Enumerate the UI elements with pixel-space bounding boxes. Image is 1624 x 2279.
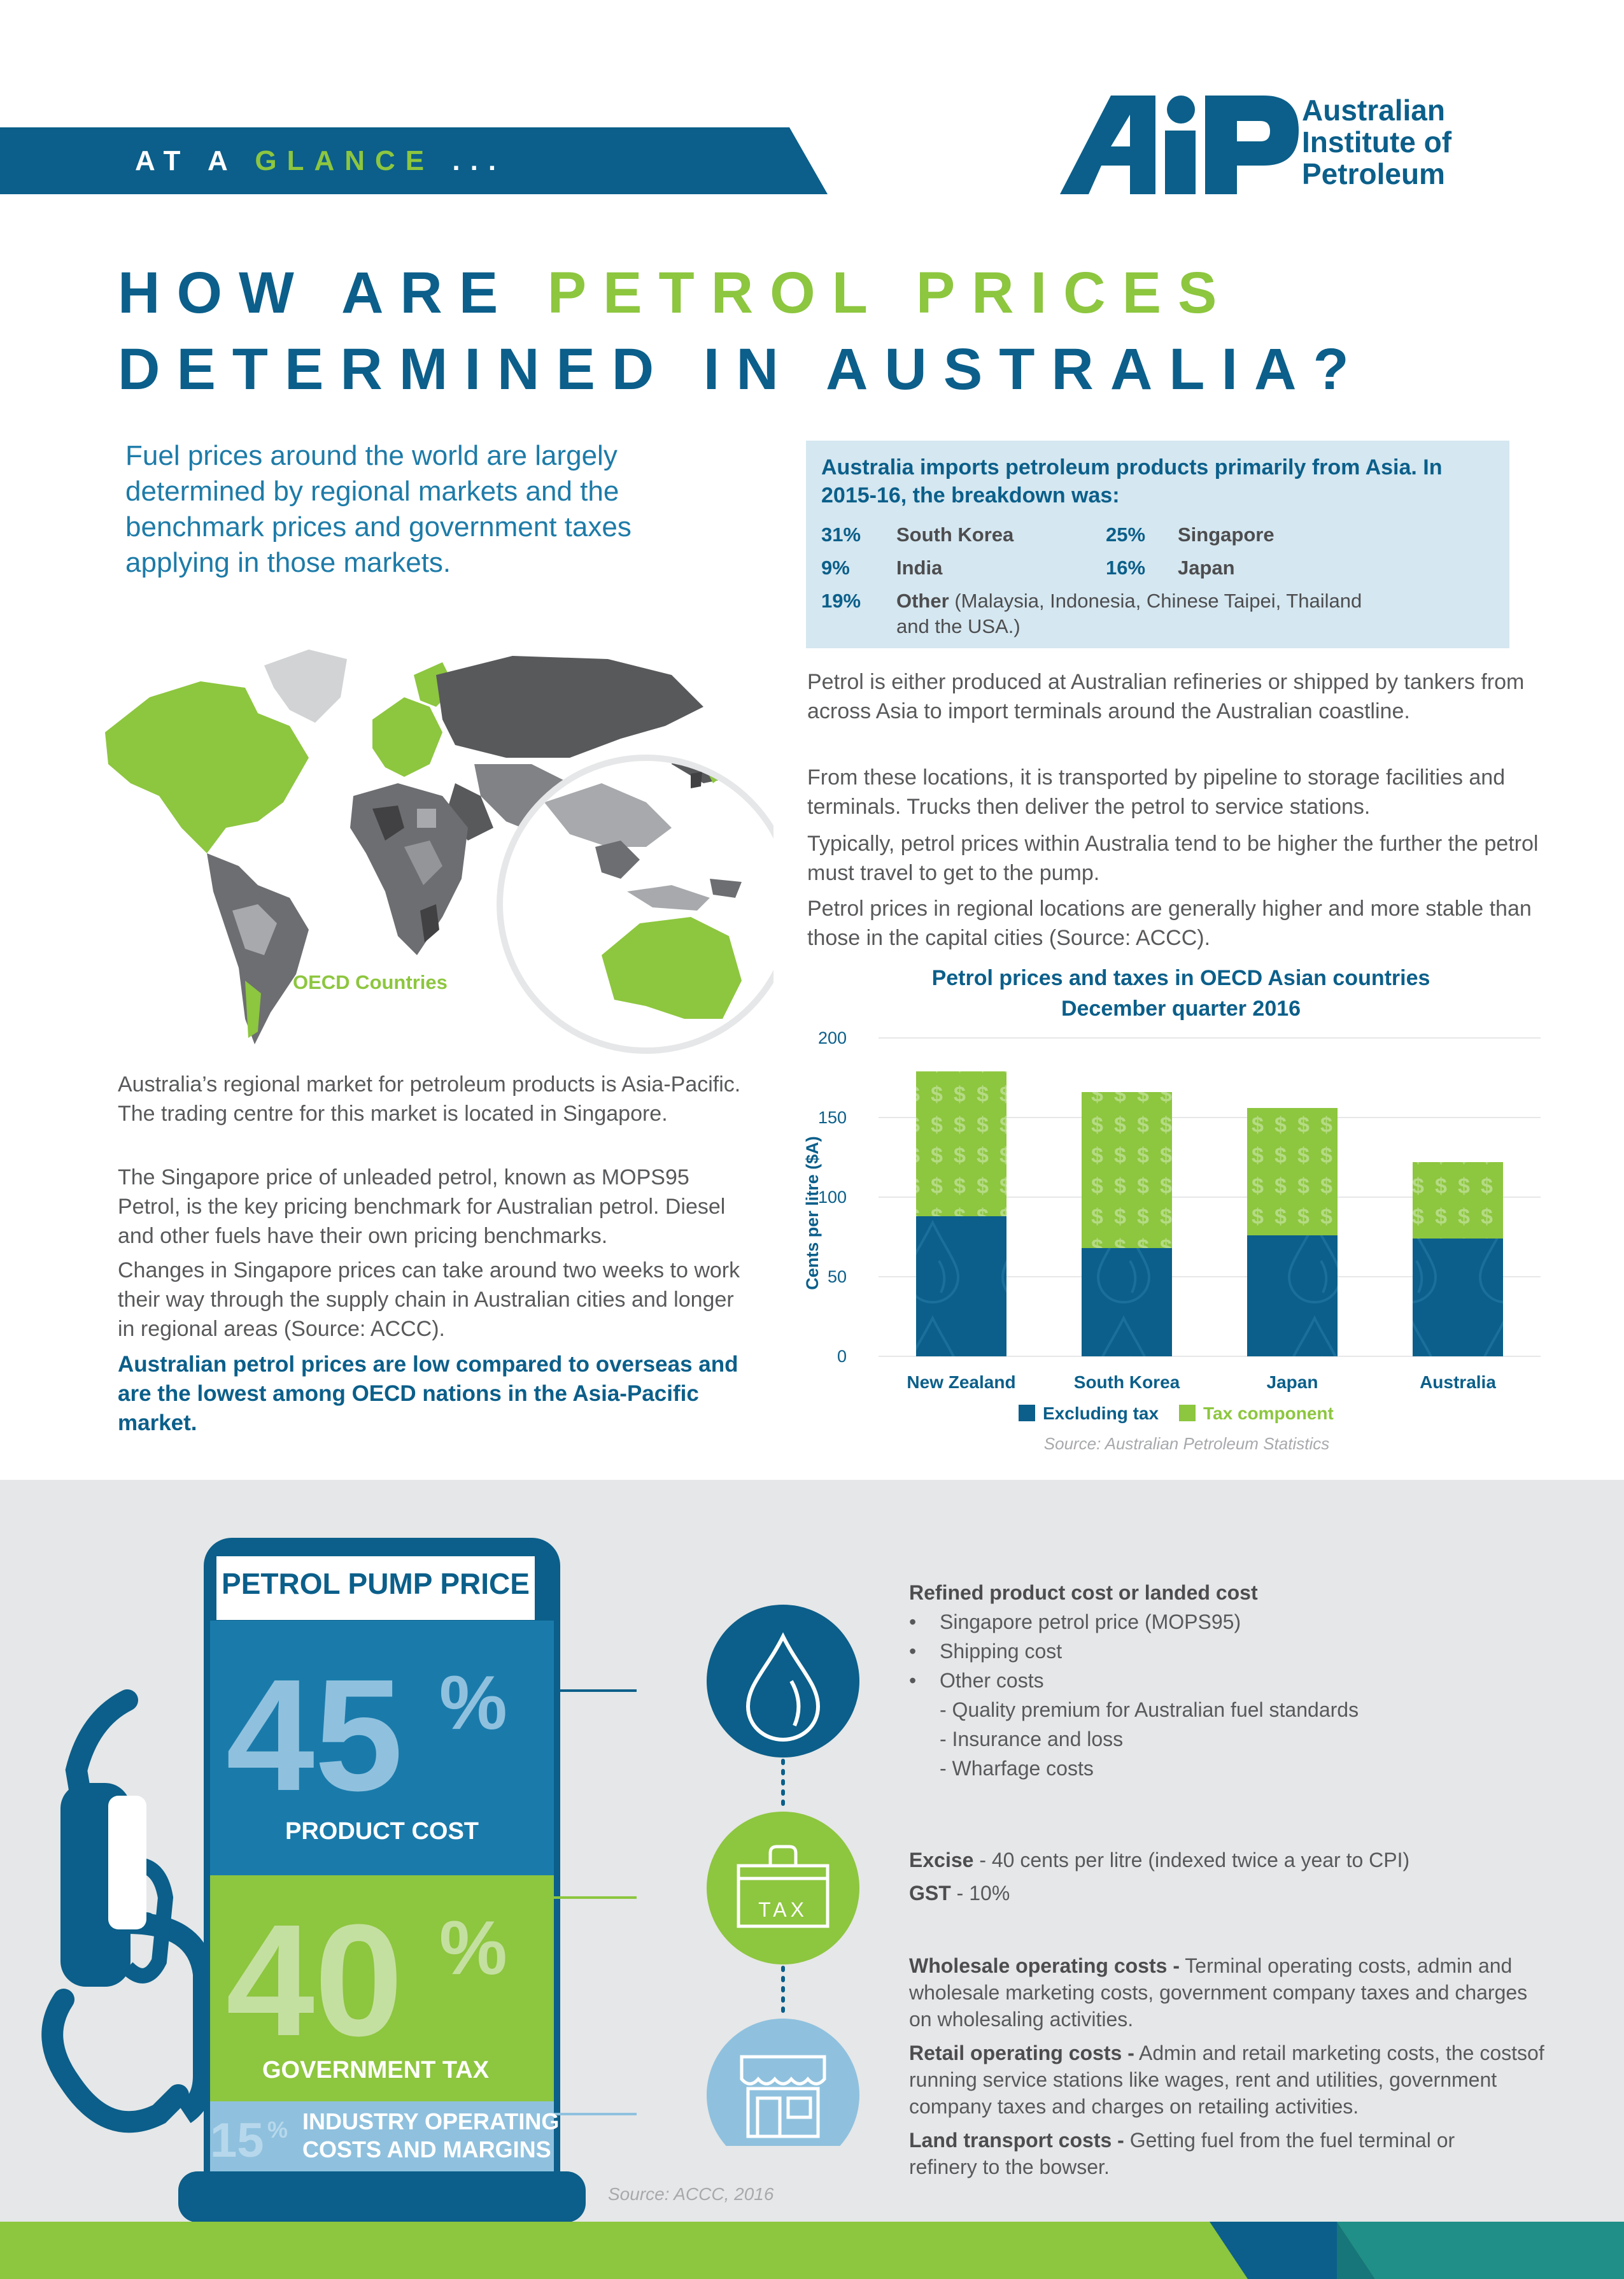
import-detail: (Malaysia, Indonesia, Chinese Taipei, Thailand: [954, 590, 1362, 612]
import-pct: 9%: [821, 557, 850, 579]
pct-sign: %: [439, 1905, 507, 1991]
tax-icon-text: TAX: [758, 1898, 808, 1921]
highlight-statement: Australian petrol prices are low compared to overseas and are the lowest among OECD nations in the Asia-Pacific market.: [118, 1352, 738, 1435]
label-operating-costs-line1: INDUSTRY OPERATING: [302, 2108, 560, 2134]
gst-text: - 10%: [956, 1882, 1010, 1905]
import-country: Singapore: [1178, 523, 1274, 546]
logo-line-1: Australian: [1302, 94, 1445, 127]
wholesale-text: Terminal operating costs, admin and wholesale marketing costs, government company taxes and charges on wholesaling activities.: [909, 1954, 1528, 2031]
pct-operating-costs: 15: [210, 2113, 264, 2168]
import-country: India: [896, 557, 943, 579]
chart-subtitle: December quarter 2016: [1061, 997, 1301, 1021]
pct-sign: %: [267, 2117, 288, 2143]
service-station-icon: [707, 2019, 859, 2146]
title-part-1: HOW ARE: [118, 260, 515, 325]
bar-pattern: [916, 1216, 1006, 1356]
bar-pattern: [1082, 1092, 1172, 1248]
y-tick-label: 200: [817, 1028, 847, 1047]
list-item-text: Shipping cost: [940, 1640, 1063, 1663]
pump-title: PETROL PUMP PRICE: [222, 1567, 530, 1600]
label-government-tax: GOVERNMENT TAX: [262, 2057, 490, 2084]
pct-sign: %: [439, 1660, 507, 1745]
label-operating-costs: [302, 2108, 559, 2164]
logo-line-2: Institute of: [1302, 125, 1452, 159]
aip-logo-icon: [1060, 96, 1302, 197]
cost-icons: [707, 1605, 859, 2146]
import-pct: 25%: [1106, 523, 1146, 546]
legend-label: Excluding tax: [1043, 1403, 1159, 1423]
paragraph: Petrol is either produced at Australian refineries or shipped by tankers from across Asia to import terminals around the Australian coastline.: [807, 670, 1525, 723]
tax-briefcase-icon: [707, 1812, 859, 1964]
y-tick-label: 100: [817, 1188, 847, 1207]
banner-prefix: AT A: [135, 145, 237, 176]
operating-costs-block: [210, 2101, 560, 2184]
excise-line: [909, 1845, 1546, 1875]
bar-pattern: [1413, 1239, 1503, 1356]
logo-line-3: Petroleum: [1302, 157, 1445, 190]
legend-swatch-tax-component: [1179, 1405, 1196, 1421]
import-country: South Korea: [896, 523, 1014, 546]
wholesale-costs: [909, 1952, 1552, 2033]
price-chart: [789, 1019, 1579, 1477]
banner-highlight: GLANCE: [255, 145, 435, 176]
logo-org-name: [1302, 94, 1451, 190]
banner-suffix: ...: [452, 145, 507, 176]
sub-item: - Wharfage costs: [940, 1757, 1094, 1780]
import-pct: 31%: [821, 523, 861, 546]
excise-label: Excise: [909, 1849, 974, 1871]
retail-text: Admin and retail marketing costs, the costsof running service stations like wages, rent and utilities, government company taxes and charges on retailing activities.: [909, 2041, 1544, 2118]
land-transport-costs: [909, 2127, 1520, 2180]
import-row: [821, 522, 1490, 548]
chart-title-line: Petrol prices and taxes in OECD Asian countries: [931, 966, 1430, 990]
paragraph: Typically, petrol prices within Australia tend to be higher the further the petrol must travel to get to the pump.: [807, 832, 1539, 885]
import-pct: 19%: [821, 590, 861, 612]
product-cost-list: [909, 1607, 1546, 1783]
sub-item: - Quality premium for Australian fuel standards: [940, 1698, 1359, 1721]
sub-item: - Insurance and loss: [940, 1728, 1124, 1750]
y-axis-label: Cents per litre ($A): [803, 1136, 822, 1290]
import-country: Other: [896, 590, 949, 612]
paragraph: From these locations, it is transported by pipeline to storage facilities and terminals. Trucks then deliver the petrol to service stations.: [807, 765, 1506, 819]
import-country: Japan: [1178, 557, 1235, 579]
world-map-icon: [99, 637, 773, 1057]
bar-pattern: [1082, 1248, 1172, 1356]
pct-product-cost: 45: [226, 1646, 404, 1824]
page-title: [118, 255, 1366, 408]
list-item-text: Singapore petrol price (MOPS95): [940, 1610, 1241, 1633]
bar-pattern: [916, 1072, 1006, 1217]
chart-legend: [1019, 1403, 1334, 1423]
map-label: OECD Countries: [293, 971, 448, 993]
import-row: [821, 588, 1490, 642]
list-item-text: Other costs: [940, 1669, 1044, 1692]
imports-box: [806, 441, 1509, 648]
paragraph: Australia’s regional market for petroleum products is Asia-Pacific. The trading centre for this market is located in Singapore.: [118, 1072, 741, 1126]
product-cost-heading: Refined product cost or landed cost: [909, 1581, 1258, 1604]
x-tick-label: Japan: [1266, 1372, 1318, 1392]
list-item: • Shipping cost: [909, 1640, 1063, 1663]
y-tick-label: 50: [827, 1267, 847, 1286]
excise-text: - 40 cents per litre (indexed twice a year to CPI): [979, 1849, 1410, 1871]
paragraph: The Singapore price of unleaded petrol, known as MOPS95 Petrol, is the key pricing benchmark for Australian petrol. Diesel and other fuels have their own pricing benchmarks.: [118, 1165, 726, 1248]
y-tick-label: 150: [817, 1108, 847, 1127]
retail-costs: [909, 2040, 1552, 2120]
chart-title: [805, 963, 1557, 1024]
list-item: • Singapore petrol price (MOPS95): [909, 1610, 1241, 1633]
x-tick-label: New Zealand: [907, 1372, 1016, 1392]
x-tick-label: Australia: [1420, 1372, 1496, 1392]
imports-heading: Australia imports petroleum products primarily from Asia. In 2015-16, the breakdown was:: [821, 455, 1443, 508]
land-text: Getting fuel from the fuel terminal or refinery to the bowser.: [909, 2129, 1455, 2178]
title-part-3: DETERMINED IN AUSTRALIA?: [118, 337, 1366, 402]
fuel-drop-icon: [707, 1605, 859, 1757]
x-tick-label: South Korea: [1073, 1372, 1180, 1392]
legend-swatch-excluding-tax: [1019, 1405, 1035, 1421]
footer-stripe: [0, 2222, 1624, 2279]
label-operating-costs-line2: COSTS AND MARGINS: [302, 2136, 551, 2162]
gst-line: [909, 1878, 1546, 1908]
pump-source: Source: ACCC, 2016: [608, 2184, 774, 2204]
import-row: [821, 555, 1490, 581]
bar-pattern: [1247, 1235, 1338, 1356]
paragraph: Petrol prices in regional locations are generally higher and more stable than those in the capital cities (Source: ACCC).: [807, 897, 1532, 950]
retail-label: Retail operating costs -: [909, 2041, 1134, 2064]
title-part-2: PETROL PRICES: [547, 260, 1234, 325]
pct-government-tax: 40: [226, 1891, 404, 2069]
y-tick-label: 0: [837, 1347, 847, 1366]
legend-label: Tax component: [1203, 1403, 1334, 1423]
paragraph: Changes in Singapore prices can take around two weeks to work their way through the supply chain in Australian cities and longer in regional areas (Source: ACCC).: [118, 1258, 740, 1341]
list-item: • Other costs: [909, 1669, 1044, 1692]
wholesale-label: Wholesale operating costs -: [909, 1954, 1180, 1977]
banner-text: [135, 145, 506, 177]
import-detail-2: and the USA.): [896, 615, 1020, 637]
import-pct: 16%: [1106, 557, 1146, 579]
land-label: Land transport costs -: [909, 2129, 1124, 2152]
bar-pattern: [1413, 1162, 1503, 1239]
chart-source: Source: Australian Petroleum Statistics: [1043, 1434, 1330, 1453]
label-product-cost: PRODUCT COST: [285, 1818, 479, 1845]
bar-pattern: [1247, 1108, 1338, 1235]
intro-text: Fuel prices around the world are largely determined by regional markets and the benchmark prices and government taxes applying in those markets.: [125, 440, 632, 578]
gst-label: GST: [909, 1882, 951, 1905]
